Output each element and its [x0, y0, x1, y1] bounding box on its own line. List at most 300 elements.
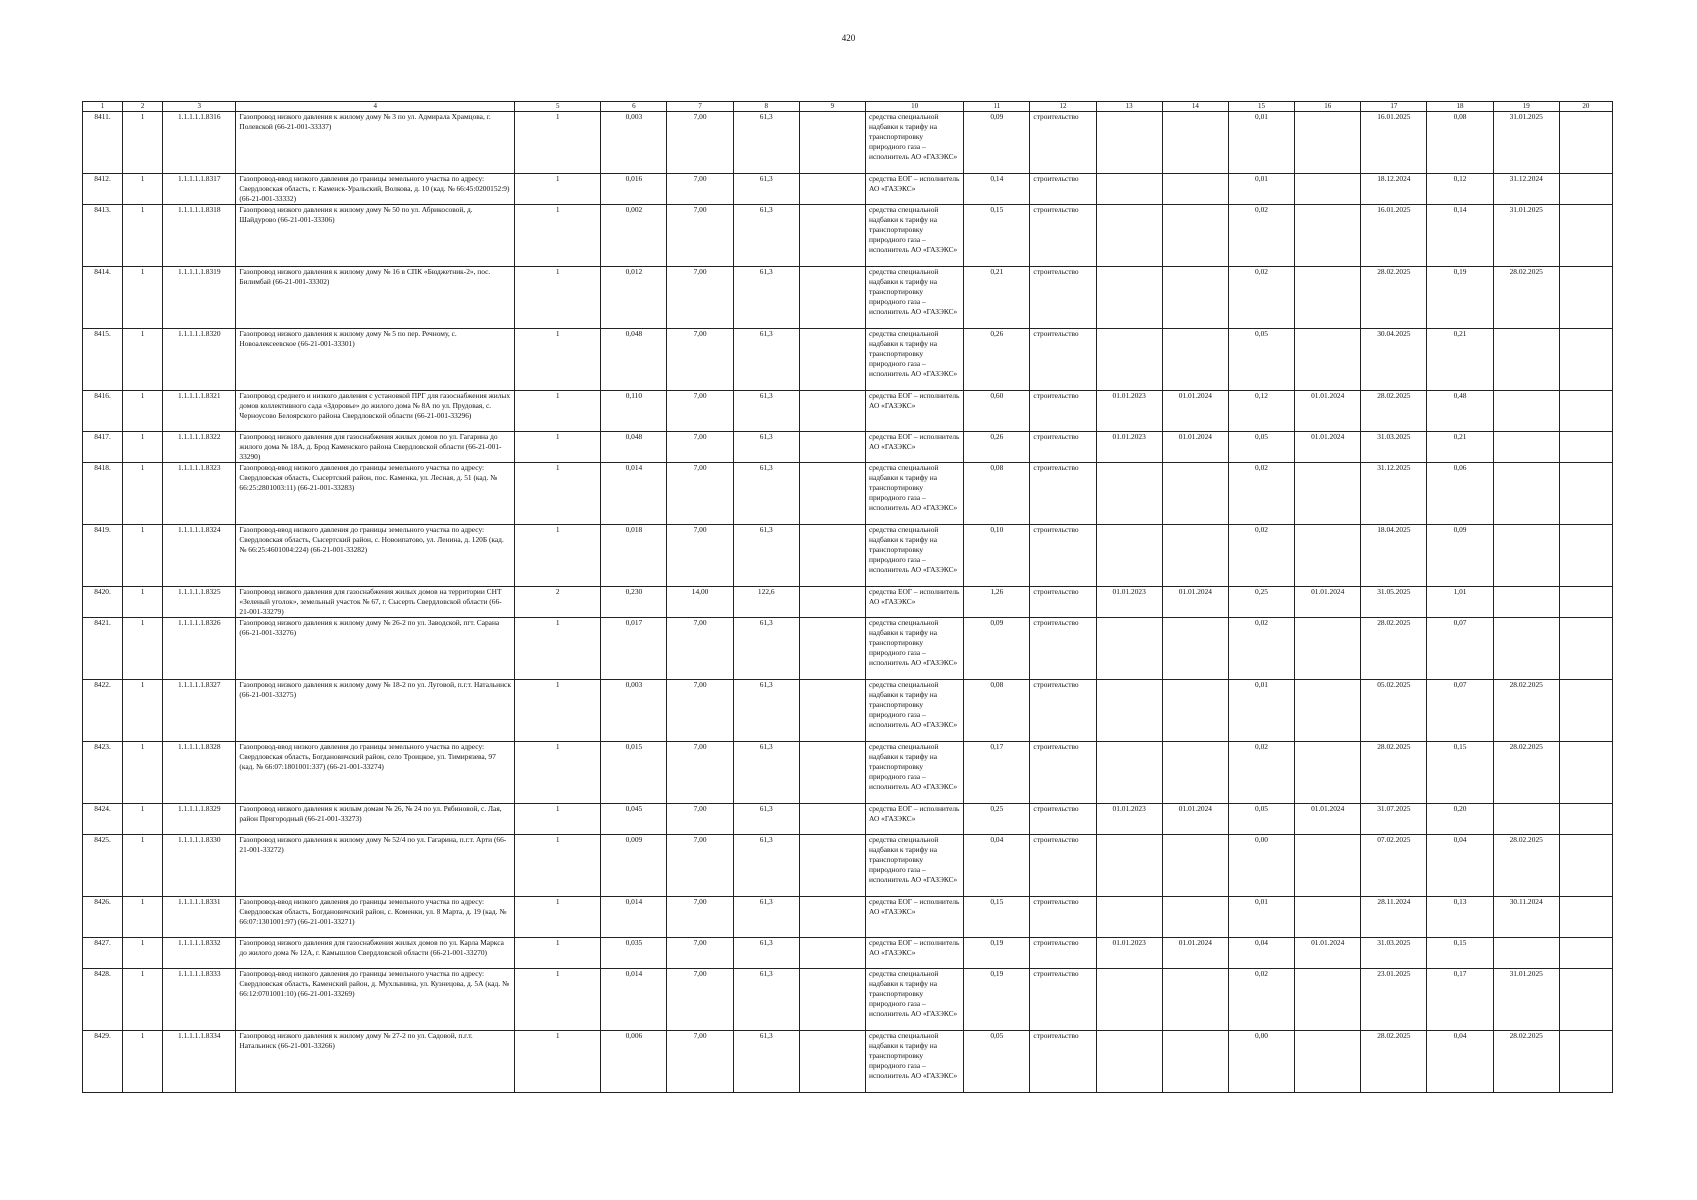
- cell-col-20: [1559, 174, 1612, 205]
- cell-col-10: средства специальной надбавки к тарифу на транспортировку природного газа – исполнитель АО «ГАЗЭКС»: [866, 525, 964, 587]
- cell-col-17: 18.12.2024: [1361, 174, 1427, 205]
- cell-col-3: 1.1.1.1.1.8325: [163, 587, 236, 618]
- cell-col-10: средства специальной надбавки к тарифу на транспортировку природного газа – исполнитель АО «ГАЗЭКС»: [866, 205, 964, 267]
- cell-col-4: Газопровод низкого давления к жилому дому № 52/4 по ул. Гагарина, п.г.т. Арти (66-21-001-33272): [236, 835, 515, 897]
- cell-col-20: [1559, 587, 1612, 618]
- cell-col-13: [1096, 680, 1162, 742]
- cell-col-12: строительство: [1030, 742, 1096, 804]
- table-row: [83, 1031, 1613, 1093]
- cell-col-18: 0,20: [1427, 804, 1493, 835]
- cell-col-3: 1.1.1.1.1.8322: [163, 432, 236, 463]
- cell-col-15: 0,02: [1228, 969, 1294, 1031]
- table-row: [83, 680, 1613, 742]
- cell-col-17: 18.04.2025: [1361, 525, 1427, 587]
- cell-col-15: 0,02: [1228, 267, 1294, 329]
- cell-col-1: 8421.: [83, 618, 123, 680]
- cell-col-15: 0,01: [1228, 897, 1294, 938]
- cell-col-1: 8417.: [83, 432, 123, 463]
- cell-col-16: 01.01.2024: [1295, 587, 1361, 618]
- table-row: [83, 432, 1613, 463]
- cell-col-12: строительство: [1030, 205, 1096, 267]
- cell-col-6: 0,006: [601, 1031, 667, 1093]
- cell-col-9: [799, 391, 865, 432]
- cell-col-10: средства специальной надбавки к тарифу на транспортировку природного газа – исполнитель АО «ГАЗЭКС»: [866, 267, 964, 329]
- cell-col-16: [1295, 618, 1361, 680]
- cell-col-9: [799, 618, 865, 680]
- table-row: [83, 391, 1613, 432]
- cell-col-2: 1: [123, 742, 163, 804]
- cell-col-14: 01.01.2024: [1162, 587, 1228, 618]
- cell-col-20: [1559, 463, 1612, 525]
- cell-col-9: [799, 329, 865, 391]
- cell-col-20: [1559, 267, 1612, 329]
- cell-col-1: 8429.: [83, 1031, 123, 1093]
- cell-col-6: 0,014: [601, 897, 667, 938]
- cell-col-9: [799, 938, 865, 969]
- table-row: [83, 618, 1613, 680]
- cell-col-6: 0,012: [601, 267, 667, 329]
- cell-col-11: 1,26: [964, 587, 1030, 618]
- cell-col-5: 1: [515, 391, 601, 432]
- cell-col-3: 1.1.1.1.1.8320: [163, 329, 236, 391]
- cell-col-4: Газопровод среднего и низкого давления с установкой ПРГ для газоснабжения жилых домов коллективного сада «Здоровье» до жилого дома № 8А по ул. Прудовая, с. Черноусово Белоярского района Свердловской области (66-21-001-33296): [236, 391, 515, 432]
- cell-col-8: 61,3: [733, 618, 799, 680]
- cell-col-13: [1096, 897, 1162, 938]
- cell-col-8: 61,3: [733, 329, 799, 391]
- cell-col-20: [1559, 938, 1612, 969]
- cell-col-12: строительство: [1030, 112, 1096, 174]
- cell-col-11: 0,25: [964, 804, 1030, 835]
- cell-col-1: 8415.: [83, 329, 123, 391]
- cell-col-13: [1096, 267, 1162, 329]
- cell-col-6: 0,035: [601, 938, 667, 969]
- cell-col-15: 0,02: [1228, 205, 1294, 267]
- cell-col-4: Газопровод-ввод низкого давления до границы земельного участка по адресу: Свердловская область, Сысертский район, пос. Каменка, ул. Лесная, д. 51 (кад. № 66:25:2801003:11) (66-21-001-33283): [236, 463, 515, 525]
- cell-col-17: 23.01.2025: [1361, 969, 1427, 1031]
- cell-col-20: [1559, 329, 1612, 391]
- cell-col-2: 1: [123, 267, 163, 329]
- cell-col-18: 0,48: [1427, 391, 1493, 432]
- cell-col-12: строительство: [1030, 267, 1096, 329]
- cell-col-20: [1559, 804, 1612, 835]
- cell-col-8: 61,3: [733, 174, 799, 205]
- cell-col-5: 1: [515, 174, 601, 205]
- cell-col-12: строительство: [1030, 525, 1096, 587]
- cell-col-8: 61,3: [733, 897, 799, 938]
- cell-col-11: 0,05: [964, 1031, 1030, 1093]
- table-row: [83, 267, 1613, 329]
- cell-col-12: строительство: [1030, 432, 1096, 463]
- cell-col-17: 31.03.2025: [1361, 432, 1427, 463]
- cell-col-18: 0,12: [1427, 174, 1493, 205]
- cell-col-2: 1: [123, 938, 163, 969]
- column-number-20: 20: [1559, 102, 1612, 112]
- column-number-4: 4: [236, 102, 515, 112]
- cell-col-10: средства ЕОГ – исполнитель АО «ГАЗЭКС»: [866, 938, 964, 969]
- cell-col-8: 61,3: [733, 525, 799, 587]
- cell-col-19: 31.12.2024: [1493, 174, 1559, 205]
- cell-col-9: [799, 205, 865, 267]
- cell-col-19: [1493, 463, 1559, 525]
- cell-col-17: 31.12.2025: [1361, 463, 1427, 525]
- cell-col-13: [1096, 174, 1162, 205]
- cell-col-13: [1096, 525, 1162, 587]
- cell-col-3: 1.1.1.1.1.8317: [163, 174, 236, 205]
- cell-col-6: 0,110: [601, 391, 667, 432]
- cell-col-14: [1162, 742, 1228, 804]
- cell-col-15: 0,00: [1228, 835, 1294, 897]
- table-row: [83, 525, 1613, 587]
- column-number-9: 9: [799, 102, 865, 112]
- cell-col-16: 01.01.2024: [1295, 804, 1361, 835]
- cell-col-8: 61,3: [733, 267, 799, 329]
- cell-col-17: 31.03.2025: [1361, 938, 1427, 969]
- cell-col-13: [1096, 969, 1162, 1031]
- cell-col-18: 0,08: [1427, 112, 1493, 174]
- register-table: [82, 101, 1613, 1093]
- cell-col-9: [799, 835, 865, 897]
- cell-col-4: Газопровод низкого давления к жилому дому № 3 по ул. Адмирала Храмцова, г. Полевской (66-21-001-33337): [236, 112, 515, 174]
- table-row: [83, 112, 1613, 174]
- cell-col-7: 7,00: [667, 329, 733, 391]
- cell-col-16: [1295, 525, 1361, 587]
- cell-col-12: строительство: [1030, 174, 1096, 205]
- cell-col-18: 0,07: [1427, 680, 1493, 742]
- cell-col-3: 1.1.1.1.1.8323: [163, 463, 236, 525]
- cell-col-9: [799, 680, 865, 742]
- cell-col-19: 28.02.2025: [1493, 835, 1559, 897]
- cell-col-16: [1295, 969, 1361, 1031]
- cell-col-3: 1.1.1.1.1.8333: [163, 969, 236, 1031]
- cell-col-8: 61,3: [733, 112, 799, 174]
- cell-col-3: 1.1.1.1.1.8334: [163, 1031, 236, 1093]
- cell-col-2: 1: [123, 329, 163, 391]
- cell-col-7: 7,00: [667, 835, 733, 897]
- cell-col-7: 7,00: [667, 1031, 733, 1093]
- cell-col-1: 8413.: [83, 205, 123, 267]
- cell-col-2: 1: [123, 804, 163, 835]
- cell-col-10: средства ЕОГ – исполнитель АО «ГАЗЭКС»: [866, 897, 964, 938]
- cell-col-4: Газопровод-ввод низкого давления до границы земельного участка по адресу: Свердловская область, Каменский район, д. Мухлынина, ул. Кузнецова, д. 5А (кад. № 66:12:0701001:10) (66-21-001-33269): [236, 969, 515, 1031]
- cell-col-4: Газопровод-ввод низкого давления до границы земельного участка по адресу: Свердловская область, Сысертский район, с. Новоипатово, ул. Ленина, д. 120Б (кад. № 66:25:4601004:224) (66-21-001-33282): [236, 525, 515, 587]
- page-number: 420: [841, 33, 856, 43]
- cell-col-4: Газопровод низкого давления для газоснабжения жилых домов по ул. Карла Маркса до жилого дома № 12А, г. Камышлов Свердловской области (66-21-001-33270): [236, 938, 515, 969]
- cell-col-5: 1: [515, 618, 601, 680]
- cell-col-5: 1: [515, 1031, 601, 1093]
- cell-col-1: 8423.: [83, 742, 123, 804]
- cell-col-14: [1162, 112, 1228, 174]
- cell-col-8: 61,3: [733, 835, 799, 897]
- cell-col-13: [1096, 835, 1162, 897]
- column-number-12: 12: [1030, 102, 1096, 112]
- cell-col-2: 1: [123, 432, 163, 463]
- cell-col-14: [1162, 525, 1228, 587]
- cell-col-3: 1.1.1.1.1.8318: [163, 205, 236, 267]
- cell-col-7: 7,00: [667, 618, 733, 680]
- cell-col-5: 1: [515, 835, 601, 897]
- cell-col-16: [1295, 835, 1361, 897]
- cell-col-16: 01.01.2024: [1295, 391, 1361, 432]
- cell-col-17: 28.02.2025: [1361, 391, 1427, 432]
- cell-col-3: 1.1.1.1.1.8332: [163, 938, 236, 969]
- cell-col-11: 0,17: [964, 742, 1030, 804]
- cell-col-13: 01.01.2023: [1096, 804, 1162, 835]
- cell-col-19: [1493, 525, 1559, 587]
- cell-col-1: 8414.: [83, 267, 123, 329]
- cell-col-14: [1162, 835, 1228, 897]
- cell-col-6: 0,016: [601, 174, 667, 205]
- cell-col-17: 05.02.2025: [1361, 680, 1427, 742]
- cell-col-1: 8412.: [83, 174, 123, 205]
- cell-col-15: 0,04: [1228, 938, 1294, 969]
- cell-col-7: 7,00: [667, 205, 733, 267]
- table-row: [83, 463, 1613, 525]
- cell-col-18: 0,21: [1427, 329, 1493, 391]
- cell-col-2: 1: [123, 1031, 163, 1093]
- cell-col-5: 1: [515, 804, 601, 835]
- cell-col-10: средства специальной надбавки к тарифу на транспортировку природного газа – исполнитель АО «ГАЗЭКС»: [866, 742, 964, 804]
- cell-col-2: 1: [123, 174, 163, 205]
- cell-col-8: 61,3: [733, 680, 799, 742]
- cell-col-3: 1.1.1.1.1.8324: [163, 525, 236, 587]
- cell-col-19: 28.02.2025: [1493, 1031, 1559, 1093]
- table-row: [83, 742, 1613, 804]
- cell-col-18: 0,14: [1427, 205, 1493, 267]
- cell-col-10: средства ЕОГ – исполнитель АО «ГАЗЭКС»: [866, 432, 964, 463]
- cell-col-3: 1.1.1.1.1.8326: [163, 618, 236, 680]
- cell-col-3: 1.1.1.1.1.8319: [163, 267, 236, 329]
- cell-col-19: [1493, 432, 1559, 463]
- cell-col-15: 0,02: [1228, 742, 1294, 804]
- cell-col-15: 0,00: [1228, 1031, 1294, 1093]
- cell-col-10: средства ЕОГ – исполнитель АО «ГАЗЭКС»: [866, 804, 964, 835]
- cell-col-4: Газопровод низкого давления к жилому дому № 5 по пер. Речному, с. Новоалексеевское (66-21-001-33301): [236, 329, 515, 391]
- cell-col-9: [799, 525, 865, 587]
- cell-col-16: [1295, 463, 1361, 525]
- cell-col-3: 1.1.1.1.1.8327: [163, 680, 236, 742]
- cell-col-9: [799, 112, 865, 174]
- cell-col-2: 1: [123, 835, 163, 897]
- cell-col-6: 0,009: [601, 835, 667, 897]
- cell-col-16: [1295, 329, 1361, 391]
- cell-col-12: строительство: [1030, 463, 1096, 525]
- cell-col-1: 8418.: [83, 463, 123, 525]
- column-number-8: 8: [733, 102, 799, 112]
- cell-col-12: строительство: [1030, 587, 1096, 618]
- cell-col-18: 1,01: [1427, 587, 1493, 618]
- cell-col-2: 1: [123, 897, 163, 938]
- cell-col-6: 0,018: [601, 525, 667, 587]
- cell-col-1: 8411.: [83, 112, 123, 174]
- cell-col-18: 0,09: [1427, 525, 1493, 587]
- cell-col-14: 01.01.2024: [1162, 432, 1228, 463]
- cell-col-14: [1162, 1031, 1228, 1093]
- column-number-5: 5: [515, 102, 601, 112]
- cell-col-11: 0,09: [964, 618, 1030, 680]
- cell-col-7: 7,00: [667, 112, 733, 174]
- cell-col-16: [1295, 742, 1361, 804]
- cell-col-5: 2: [515, 587, 601, 618]
- cell-col-16: [1295, 680, 1361, 742]
- cell-col-13: [1096, 205, 1162, 267]
- cell-col-7: 7,00: [667, 525, 733, 587]
- cell-col-11: 0,26: [964, 329, 1030, 391]
- cell-col-17: 28.02.2025: [1361, 267, 1427, 329]
- cell-col-9: [799, 742, 865, 804]
- cell-col-16: [1295, 897, 1361, 938]
- cell-col-13: 01.01.2023: [1096, 432, 1162, 463]
- cell-col-13: [1096, 1031, 1162, 1093]
- cell-col-14: [1162, 205, 1228, 267]
- cell-col-19: 28.02.2025: [1493, 267, 1559, 329]
- column-number-2: 2: [123, 102, 163, 112]
- cell-col-3: 1.1.1.1.1.8331: [163, 897, 236, 938]
- cell-col-12: строительство: [1030, 938, 1096, 969]
- cell-col-13: [1096, 463, 1162, 525]
- cell-col-1: 8426.: [83, 897, 123, 938]
- cell-col-4: Газопровод низкого давления к жилому дому № 18-2 по ул. Луговой, п.г.т. Натальинск (66-21-001-33275): [236, 680, 515, 742]
- cell-col-7: 7,00: [667, 174, 733, 205]
- cell-col-6: 0,015: [601, 742, 667, 804]
- cell-col-2: 1: [123, 391, 163, 432]
- cell-col-12: строительство: [1030, 969, 1096, 1031]
- cell-col-15: 0,02: [1228, 463, 1294, 525]
- cell-col-4: Газопровод низкого давления для газоснабжения жилых домов по ул. Гагарина до жилого дома № 18А, д. Брод Каменского района Свердловской области (66-21-001-33290): [236, 432, 515, 463]
- cell-col-6: 0,017: [601, 618, 667, 680]
- cell-col-10: средства специальной надбавки к тарифу на транспортировку природного газа – исполнитель АО «ГАЗЭКС»: [866, 329, 964, 391]
- cell-col-5: 1: [515, 969, 601, 1031]
- cell-col-16: 01.01.2024: [1295, 432, 1361, 463]
- cell-col-7: 7,00: [667, 680, 733, 742]
- cell-col-17: 30.04.2025: [1361, 329, 1427, 391]
- cell-col-10: средства специальной надбавки к тарифу на транспортировку природного газа – исполнитель АО «ГАЗЭКС»: [866, 835, 964, 897]
- cell-col-19: 31.01.2025: [1493, 205, 1559, 267]
- column-number-6: 6: [601, 102, 667, 112]
- table-row: [83, 804, 1613, 835]
- column-number-14: 14: [1162, 102, 1228, 112]
- cell-col-5: 1: [515, 463, 601, 525]
- cell-col-19: [1493, 804, 1559, 835]
- cell-col-7: 7,00: [667, 391, 733, 432]
- cell-col-8: 61,3: [733, 969, 799, 1031]
- cell-col-9: [799, 432, 865, 463]
- cell-col-20: [1559, 391, 1612, 432]
- cell-col-7: 7,00: [667, 742, 733, 804]
- cell-col-11: 0,14: [964, 174, 1030, 205]
- cell-col-20: [1559, 525, 1612, 587]
- cell-col-5: 1: [515, 267, 601, 329]
- cell-col-11: 0,10: [964, 525, 1030, 587]
- cell-col-20: [1559, 618, 1612, 680]
- cell-col-2: 1: [123, 680, 163, 742]
- cell-col-13: [1096, 742, 1162, 804]
- cell-col-18: 0,07: [1427, 618, 1493, 680]
- cell-col-10: средства специальной надбавки к тарифу на транспортировку природного газа – исполнитель АО «ГАЗЭКС»: [866, 463, 964, 525]
- cell-col-6: 0,003: [601, 680, 667, 742]
- column-number-18: 18: [1427, 102, 1493, 112]
- cell-col-19: 31.01.2025: [1493, 969, 1559, 1031]
- cell-col-19: 28.02.2025: [1493, 742, 1559, 804]
- cell-col-5: 1: [515, 938, 601, 969]
- cell-col-3: 1.1.1.1.1.8321: [163, 391, 236, 432]
- cell-col-6: 0,014: [601, 969, 667, 1031]
- cell-col-11: 0,19: [964, 938, 1030, 969]
- cell-col-9: [799, 587, 865, 618]
- cell-col-5: 1: [515, 329, 601, 391]
- cell-col-18: 0,15: [1427, 938, 1493, 969]
- cell-col-16: [1295, 1031, 1361, 1093]
- cell-col-10: средства специальной надбавки к тарифу на транспортировку природного газа – исполнитель АО «ГАЗЭКС»: [866, 1031, 964, 1093]
- column-number-3: 3: [163, 102, 236, 112]
- cell-col-18: 0,13: [1427, 897, 1493, 938]
- cell-col-11: 0,08: [964, 680, 1030, 742]
- cell-col-12: строительство: [1030, 1031, 1096, 1093]
- cell-col-20: [1559, 969, 1612, 1031]
- cell-col-10: средства ЕОГ – исполнитель АО «ГАЗЭКС»: [866, 391, 964, 432]
- cell-col-9: [799, 804, 865, 835]
- cell-col-10: средства специальной надбавки к тарифу на транспортировку природного газа – исполнитель АО «ГАЗЭКС»: [866, 680, 964, 742]
- cell-col-6: 0,002: [601, 205, 667, 267]
- cell-col-8: 122,6: [733, 587, 799, 618]
- cell-col-4: Газопровод-ввод низкого давления до границы земельного участка по адресу: Свердловская область, г. Каменск-Уральский, Волкова, д. 10 (кад. № 66:45:0200152:9) (66-21-001-33332): [236, 174, 515, 205]
- cell-col-20: [1559, 835, 1612, 897]
- cell-col-9: [799, 897, 865, 938]
- cell-col-18: 0,04: [1427, 1031, 1493, 1093]
- cell-col-9: [799, 463, 865, 525]
- table-row: [83, 329, 1613, 391]
- cell-col-12: строительство: [1030, 618, 1096, 680]
- table-row: [83, 897, 1613, 938]
- cell-col-7: 7,00: [667, 463, 733, 525]
- cell-col-20: [1559, 432, 1612, 463]
- cell-col-2: 1: [123, 112, 163, 174]
- table-row: [83, 938, 1613, 969]
- cell-col-18: 0,06: [1427, 463, 1493, 525]
- cell-col-20: [1559, 680, 1612, 742]
- cell-col-8: 61,3: [733, 391, 799, 432]
- cell-col-10: средства ЕОГ – исполнитель АО «ГАЗЭКС»: [866, 174, 964, 205]
- cell-col-4: Газопровод-ввод низкого давления до границы земельного участка по адресу: Свердловская область, Богдановичский район, село Троицкое, ул. Тимирязева, 97 (кад. № 66:07:1801001:337) (66-21-001-33274): [236, 742, 515, 804]
- cell-col-7: 7,00: [667, 432, 733, 463]
- cell-col-11: 0,15: [964, 205, 1030, 267]
- cell-col-19: 30.11.2024: [1493, 897, 1559, 938]
- cell-col-15: 0,01: [1228, 680, 1294, 742]
- cell-col-12: строительство: [1030, 391, 1096, 432]
- cell-col-1: 8425.: [83, 835, 123, 897]
- cell-col-5: 1: [515, 432, 601, 463]
- cell-col-18: 0,17: [1427, 969, 1493, 1031]
- cell-col-11: 0,26: [964, 432, 1030, 463]
- cell-col-15: 0,01: [1228, 174, 1294, 205]
- cell-col-1: 8422.: [83, 680, 123, 742]
- cell-col-1: 8424.: [83, 804, 123, 835]
- cell-col-18: 0,15: [1427, 742, 1493, 804]
- cell-col-3: 1.1.1.1.1.8328: [163, 742, 236, 804]
- cell-col-1: 8416.: [83, 391, 123, 432]
- cell-col-4: Газопровод низкого давления к жилому дому № 26-2 по ул. Заводской, пгт. Сарана (66-21-001-33276): [236, 618, 515, 680]
- cell-col-10: средства специальной надбавки к тарифу на транспортировку природного газа – исполнитель АО «ГАЗЭКС»: [866, 618, 964, 680]
- cell-col-9: [799, 267, 865, 329]
- cell-col-8: 61,3: [733, 432, 799, 463]
- cell-col-15: 0,02: [1228, 618, 1294, 680]
- cell-col-3: 1.1.1.1.1.8329: [163, 804, 236, 835]
- cell-col-1: 8420.: [83, 587, 123, 618]
- cell-col-12: строительство: [1030, 329, 1096, 391]
- cell-col-12: строительство: [1030, 835, 1096, 897]
- cell-col-11: 0,04: [964, 835, 1030, 897]
- column-number-1: 1: [83, 102, 123, 112]
- cell-col-17: 31.05.2025: [1361, 587, 1427, 618]
